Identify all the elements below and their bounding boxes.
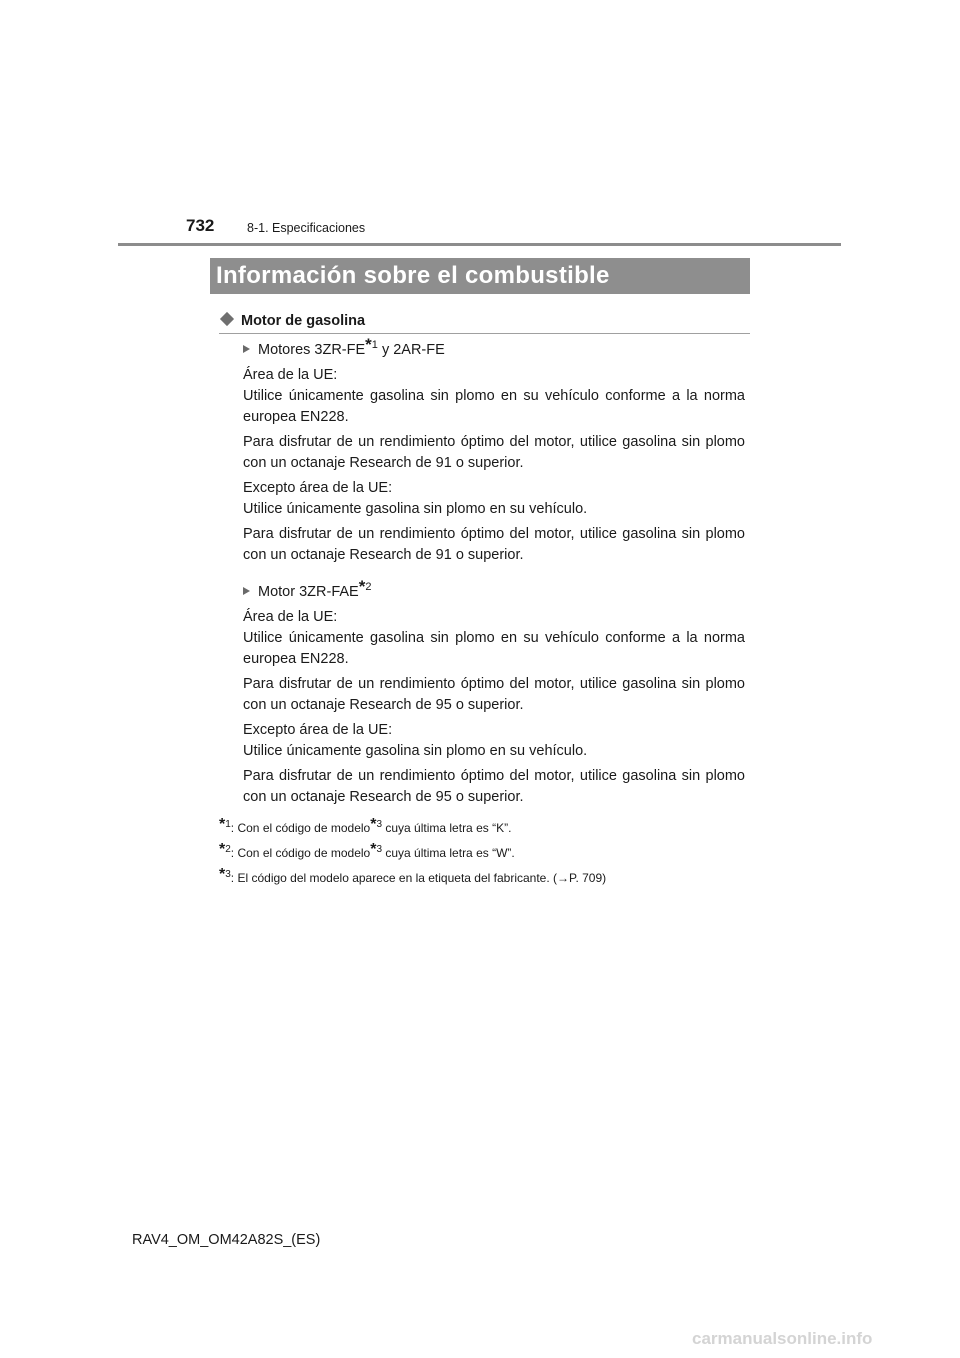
footnote-number: 1 (225, 819, 231, 830)
footnote-marker: * (358, 577, 366, 596)
subheading-text: Motor de gasolina (241, 313, 366, 329)
footnote-text: : El código del modelo aparece en la etiqueta del fabricante. (→P. 709) (230, 871, 607, 885)
footnote-ref-marker: * (370, 816, 377, 833)
footnote (219, 818, 759, 839)
footnote (219, 868, 759, 889)
paragraph-line: Excepto área de la UE: (243, 722, 393, 738)
engine-heading (243, 335, 745, 361)
paragraph-line: Utilice únicamente gasolina sin plomo en su vehículo conforme a la norma europea EN228. (243, 388, 745, 425)
footnote-text: : Con el código de modelo (230, 846, 371, 860)
header-rule (118, 243, 841, 246)
footnote-marker: * (219, 816, 226, 833)
footnote-ref-number: 3 (376, 819, 383, 830)
engine-label: Motor 3ZR-FAE (258, 584, 359, 600)
paragraph-line: Utilice únicamente gasolina sin plomo en su vehículo. (243, 501, 588, 517)
footnote-text: : Con el código de modelo (230, 821, 371, 835)
paragraph-line: Excepto área de la UE: (243, 480, 393, 496)
engine-heading (243, 577, 745, 603)
triangle-bullet-icon (243, 345, 250, 353)
page-number: 732 (186, 216, 215, 235)
footnote-number: 3 (225, 869, 231, 880)
paragraph-line: Área de la UE: (243, 609, 338, 625)
footnote-text-suffix: cuya última letra es “W”. (382, 846, 515, 860)
footnote-text-suffix: cuya última letra es “K”. (382, 821, 512, 835)
paragraph-line: Utilice únicamente gasolina sin plomo en su vehículo conforme a la norma europea EN228. (243, 630, 745, 667)
footnote-marker: * (365, 335, 372, 354)
paragraph-line: Área de la UE: (243, 367, 338, 383)
paragraph (243, 365, 745, 428)
footnote-marker: * (219, 841, 226, 858)
page-title: Información sobre el combustible (210, 258, 750, 294)
paragraph (243, 607, 745, 670)
footnote-number: 1 (371, 339, 378, 351)
footnote-ref-marker: * (370, 841, 377, 858)
content (243, 335, 745, 812)
footnote-ref-number: 3 (376, 844, 383, 855)
subheading (219, 312, 750, 334)
footnote (219, 843, 759, 864)
footnote-number: 2 (225, 844, 231, 855)
footnote-number: 2 (365, 581, 372, 593)
footnote-marker: * (219, 866, 226, 883)
paragraph-line: Utilice únicamente gasolina sin plomo en su vehículo. (243, 743, 588, 759)
paragraph (243, 478, 745, 520)
paragraph: Para disfrutar de un rendimiento óptimo del motor, utilice gasolina sin plomo con un octanaje Research de 95 o superior. (243, 768, 745, 805)
paragraph (243, 720, 745, 762)
paragraph: Para disfrutar de un rendimiento óptimo del motor, utilice gasolina sin plomo con un octanaje Research de 91 o superior. (243, 526, 745, 563)
diamond-icon (220, 312, 234, 326)
paragraph: Para disfrutar de un rendimiento óptimo del motor, utilice gasolina sin plomo con un octanaje Research de 95 o superior. (243, 676, 745, 713)
section-label: 8-1. Especificaciones (247, 221, 366, 235)
document-id: RAV4_OM_OM42A82S_(ES) (132, 1232, 321, 1248)
footnotes (219, 818, 759, 893)
triangle-bullet-icon (243, 587, 250, 595)
watermark: carmanualsonline.info (692, 1329, 873, 1348)
engine-label-suffix: y 2AR-FE (377, 342, 445, 358)
engine-label: Motores 3ZR-FE (258, 342, 366, 358)
paragraph: Para disfrutar de un rendimiento óptimo del motor, utilice gasolina sin plomo con un octanaje Research de 91 o superior. (243, 434, 745, 471)
